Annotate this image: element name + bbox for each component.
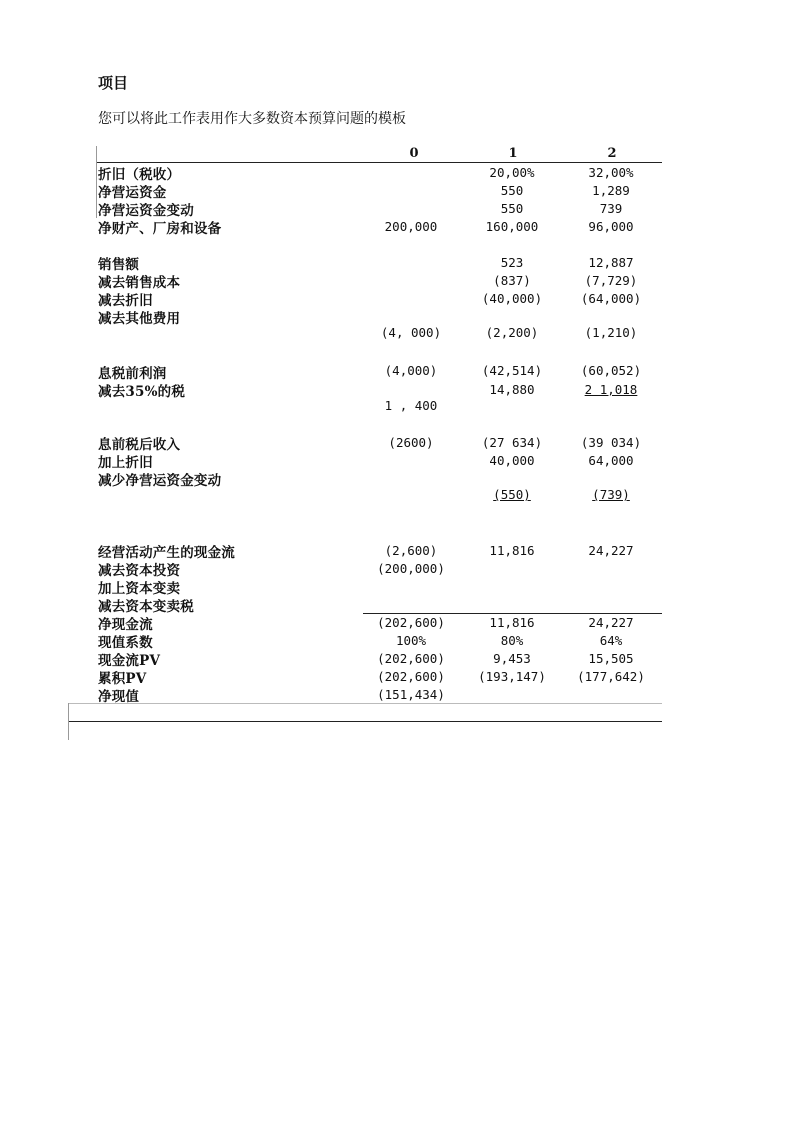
left-border-top: [96, 146, 97, 218]
cell-value: (4, 000): [380, 325, 442, 340]
cell-value: (550): [493, 487, 531, 502]
cell-value: (837): [493, 273, 531, 288]
row-label-ebiat: 息前税后收入: [98, 437, 181, 453]
cell-value: 100%: [395, 633, 427, 648]
table-bottom-rule-1: [68, 703, 662, 704]
row-label-capital-investment: 减去资本投资: [98, 563, 181, 579]
row-label-cogs: 减去销售成本: [98, 275, 181, 291]
cell-value: (202,600): [377, 669, 445, 684]
cell-value: 15,505: [588, 651, 634, 666]
cell-value: 550: [500, 183, 524, 198]
cell-value: 1,289: [592, 183, 630, 198]
cell-value: 14,880: [489, 382, 535, 397]
row-label-capital-sale: 加上资本变卖: [98, 581, 181, 597]
cell-value: 11,816: [489, 615, 535, 630]
row-label-capital-sale-tax: 减去资本变卖税: [98, 599, 194, 615]
net-cashflow-rule: [363, 613, 662, 614]
cell-value: 64,000: [588, 453, 634, 468]
cell-value: (40,000): [481, 291, 543, 306]
cell-value: (27 634): [481, 435, 543, 450]
cell-value: 24,227: [588, 615, 634, 630]
cell-value: 96,000: [588, 219, 634, 234]
row-label-operating-cashflow: 经营活动产生的现金流: [98, 545, 235, 561]
row-label-cumulative-pv: 累积PV: [98, 671, 147, 687]
cell-value: (7,729): [584, 273, 638, 288]
cell-value: (202,600): [377, 651, 445, 666]
column-header-0: 0: [409, 146, 419, 161]
cell-value: 739: [599, 201, 623, 216]
cell-value: 550: [500, 201, 524, 216]
cell-value: 20,00%: [489, 165, 535, 180]
left-border-bottom: [68, 703, 69, 740]
cell-value: 9,453: [493, 651, 531, 666]
row-label-sales: 销售额: [98, 257, 140, 273]
cell-value: 11,816: [489, 543, 535, 558]
cell-value: (177,642): [577, 669, 645, 684]
cell-value: 12,887: [588, 255, 634, 270]
row-label-pv-factor: 现值系数: [98, 635, 153, 651]
cell-value: (202,600): [377, 615, 445, 630]
row-label-ebit: 息税前利润: [98, 366, 167, 382]
cell-value: (739): [592, 487, 630, 502]
table-bottom-rule-2: [68, 721, 662, 722]
cell-value: 2 1,018: [584, 382, 638, 397]
row-label-plus-depreciation: 加上折旧: [98, 455, 153, 471]
header-rule: [96, 162, 662, 163]
cell-value: (42,514): [481, 363, 543, 378]
cell-value: 32,00%: [588, 165, 634, 180]
cell-value: (2,200): [485, 325, 539, 340]
cell-value: (39 034): [580, 435, 642, 450]
cell-value: (151,434): [377, 687, 445, 702]
cell-value: 160,000: [485, 219, 539, 234]
cell-value: 24,227: [588, 543, 634, 558]
cell-value: 200,000: [384, 219, 438, 234]
page-title: 项目: [98, 74, 129, 92]
cell-value: (64,000): [580, 291, 642, 306]
row-label-cashflow-pv: 现金流PV: [98, 653, 161, 669]
row-label-less-nwc-change: 减少净营运资金变动: [98, 473, 222, 489]
cell-value: (200,000): [377, 561, 445, 576]
row-label-npv: 净现值: [98, 689, 140, 705]
page-subtitle: 您可以将此工作表用作大多数资本预算问题的模板: [98, 111, 406, 127]
row-label-depreciation-rate: 折旧（税收）: [98, 167, 181, 183]
cell-value: (60,052): [580, 363, 642, 378]
row-label-net-working-capital: 净营运资金: [98, 185, 167, 201]
row-label-tax: 减去35%的税: [98, 384, 186, 400]
column-header-1: 1: [508, 146, 518, 161]
cell-value: (1,210): [584, 325, 638, 340]
cell-value: 40,000: [489, 453, 535, 468]
cell-value: (4,000): [384, 363, 438, 378]
cell-value: 1 , 400: [384, 398, 438, 413]
row-label-nwc-change: 净营运资金变动: [98, 203, 194, 219]
cell-value: 80%: [500, 633, 524, 648]
row-label-net-ppe: 净财产、厂房和设备: [98, 221, 222, 237]
cell-value: (193,147): [478, 669, 546, 684]
cell-value: (2600): [388, 435, 434, 450]
cell-value: (2,600): [384, 543, 438, 558]
cell-value: 64%: [599, 633, 623, 648]
row-label-net-cashflow: 净现金流: [98, 617, 153, 633]
row-label-less-depreciation: 减去折旧: [98, 293, 153, 309]
row-label-other-expenses: 减去其他费用: [98, 311, 181, 327]
cell-value: 523: [500, 255, 524, 270]
column-header-2: 2: [607, 146, 617, 161]
